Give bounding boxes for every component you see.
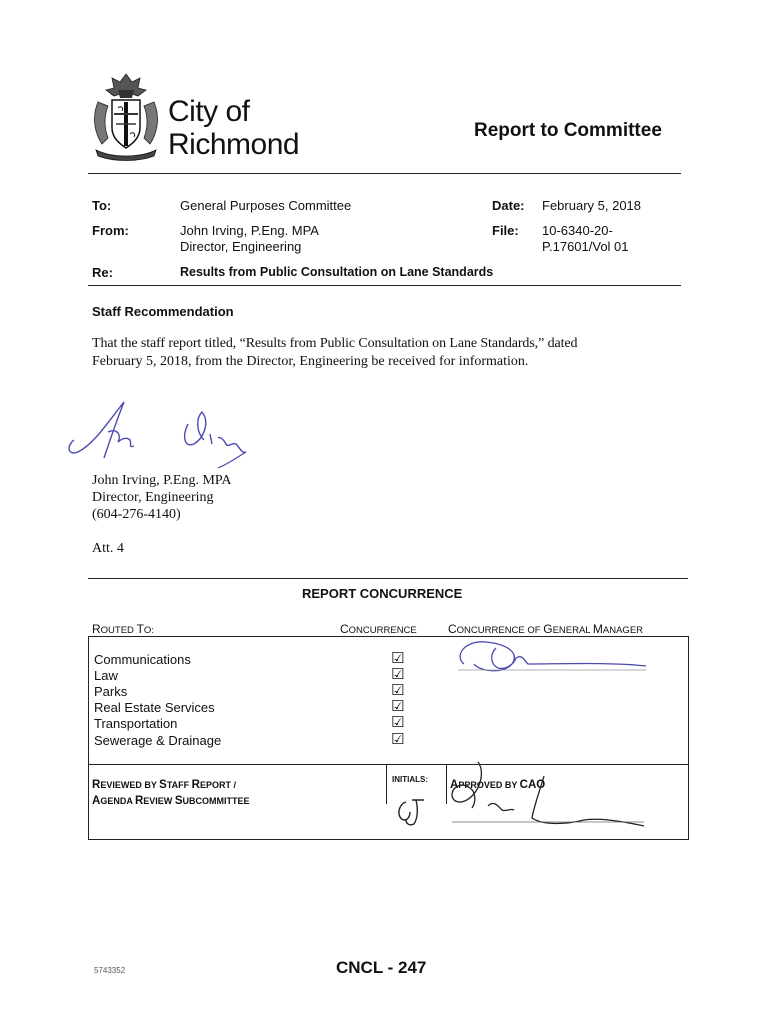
re-value: Results from Public Consultation on Lane Standards: [180, 265, 494, 279]
recommendation-heading: Staff Recommendation: [92, 304, 234, 319]
approved-by-cao-label: APPROVED BY CAO: [450, 779, 546, 791]
attachments-count: Att. 4: [92, 541, 124, 556]
re-label: Re:: [92, 265, 113, 280]
department-sewerage: Sewerage & Drainage: [94, 733, 222, 748]
department-communications: Communications: [94, 652, 191, 667]
header-divider: [88, 173, 681, 174]
concurrence-title: REPORT CONCURRENCE: [302, 586, 463, 601]
concurrence-box-right: [688, 636, 689, 839]
meta-divider: [88, 285, 681, 286]
routed-to-header: ROUTED TO:: [92, 622, 154, 636]
signatory-phone: (604-276-4140): [92, 507, 181, 522]
reviewed-by-line1: REVIEWED BY STAFF REPORT /: [92, 779, 236, 791]
department-transportation: Transportation: [94, 716, 178, 731]
to-label: To:: [92, 198, 112, 213]
department-parks: Parks: [94, 684, 128, 699]
check-law: ☑: [391, 665, 405, 683]
signature-irving: [60, 392, 260, 472]
from-line2: Director, Engineering: [180, 239, 302, 254]
check-parks: ☑: [391, 681, 405, 699]
gm-concurrence-header: CONCURRENCE OF GENERAL MANAGER: [448, 622, 644, 636]
file-line2: P.17601/Vol 01: [542, 239, 629, 254]
file-label: File:: [492, 223, 519, 238]
concurrence-box-bottom: [88, 839, 689, 840]
check-communications: ☑: [391, 649, 405, 667]
recommendation-line1: That the staff report titled, “Results from Public Consultation on Lane Standards,” dated: [92, 336, 578, 351]
from-line1: John Irving, P.Eng. MPA: [180, 223, 319, 238]
concurrence-top-rule: [88, 578, 688, 579]
org-name-line1: City of: [168, 95, 250, 128]
report-title: Report to Committee: [474, 120, 662, 141]
signatory-name: John Irving, P.Eng. MPA: [92, 473, 232, 488]
initials-divider: [386, 764, 387, 804]
approved-divider: [446, 764, 447, 804]
initials-signature: [392, 794, 432, 828]
date-label: Date:: [492, 198, 525, 213]
recommendation-line2: February 5, 2018, from the Director, Engineering be received for information.: [92, 354, 529, 369]
from-label: From:: [92, 223, 129, 238]
department-law: Law: [94, 668, 118, 683]
initials-label: INITIALS:: [392, 775, 428, 784]
department-real-estate: Real Estate Services: [94, 700, 215, 715]
document-number: 5743352: [94, 966, 126, 975]
concurrence-box-left: [88, 636, 89, 839]
cao-signature: [448, 756, 648, 836]
check-transportation: ☑: [391, 713, 405, 731]
gm-signature: [450, 634, 650, 678]
file-line1: 10-6340-20-: [542, 223, 613, 238]
check-sewerage: ☑: [391, 730, 405, 748]
org-name-line2: Richmond: [168, 128, 300, 161]
check-real-estate: ☑: [391, 697, 405, 715]
signatory-title: Director, Engineering: [92, 490, 214, 505]
reviewed-by-line2: AGENDA REVIEW SUBCOMMITTEE: [92, 795, 250, 807]
page-label: CNCL - 247: [336, 958, 427, 977]
city-crest-logo: [88, 72, 164, 164]
concurrence-header: CONCURRENCE: [340, 622, 417, 636]
to-value: General Purposes Committee: [180, 198, 352, 213]
date-value: February 5, 2018: [542, 198, 642, 213]
